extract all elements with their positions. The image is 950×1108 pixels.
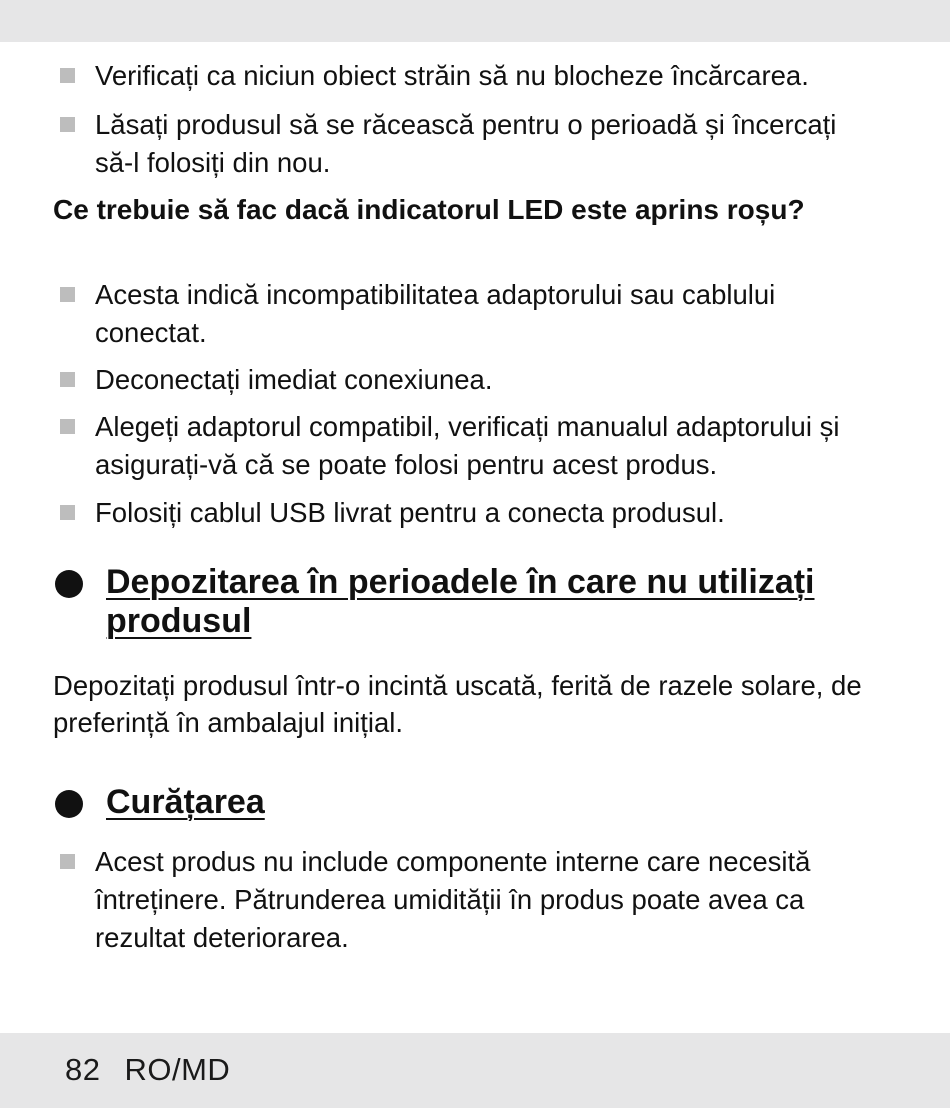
list-item-text: Acesta indică incompatibilitatea adaptorului sau cablului conectat. xyxy=(95,279,776,348)
list-item xyxy=(60,106,860,182)
bullet-square-icon xyxy=(60,68,75,83)
list-item-text: Deconectați imediat conexiunea. xyxy=(95,364,493,395)
section-title: Curățarea xyxy=(106,783,265,821)
page-number: 82 xyxy=(65,1052,101,1087)
list-item-text: Folosiți cablul USB livrat pentru a conecta produsul. xyxy=(95,497,725,528)
list-item xyxy=(60,361,860,399)
bullet-square-icon xyxy=(60,419,75,434)
section-heading-cleaning xyxy=(55,783,895,822)
list-item-text: Alegeți adaptorul compatibil, verificați manualul adaptorului și asigurați-vă că se poate folosi pentru acest produs. xyxy=(95,411,840,480)
bullet-dot-icon xyxy=(55,790,83,818)
list-item xyxy=(60,276,860,352)
language-code: RO/MD xyxy=(124,1052,231,1087)
list-item xyxy=(60,57,860,95)
header-band xyxy=(0,0,950,42)
list-item xyxy=(60,408,860,484)
bullet-square-icon xyxy=(60,854,75,869)
bullet-square-icon xyxy=(60,117,75,132)
list-item xyxy=(60,843,860,957)
list-item-text: Lăsați produsul să se răcească pentru o perioadă și încercați să-l folosiți din nou. xyxy=(95,109,837,178)
list-item-text: Verificați ca niciun obiect străin să nu blocheze încărcarea. xyxy=(95,60,809,91)
storage-paragraph: Depozitați produsul într-o incintă uscată, ferită de razele solare, de preferință în ambalajul inițial. xyxy=(53,670,862,738)
question-heading: Ce trebuie să fac dacă indicatorul LED este aprins roșu? xyxy=(53,194,805,225)
bullet-square-icon xyxy=(60,372,75,387)
section-heading-storage xyxy=(55,563,895,641)
footer xyxy=(65,1052,230,1088)
list-item-text: Acest produs nu include componente interne care necesită întreținere. Pătrunderea umidității în produs poate avea ca rezultat deteriorarea. xyxy=(95,846,811,953)
bullet-dot-icon xyxy=(55,570,83,598)
bullet-square-icon xyxy=(60,287,75,302)
list-item xyxy=(60,494,860,532)
bullet-square-icon xyxy=(60,505,75,520)
section-title: Depozitarea în perioadele în care nu utilizați produsul xyxy=(106,563,815,640)
